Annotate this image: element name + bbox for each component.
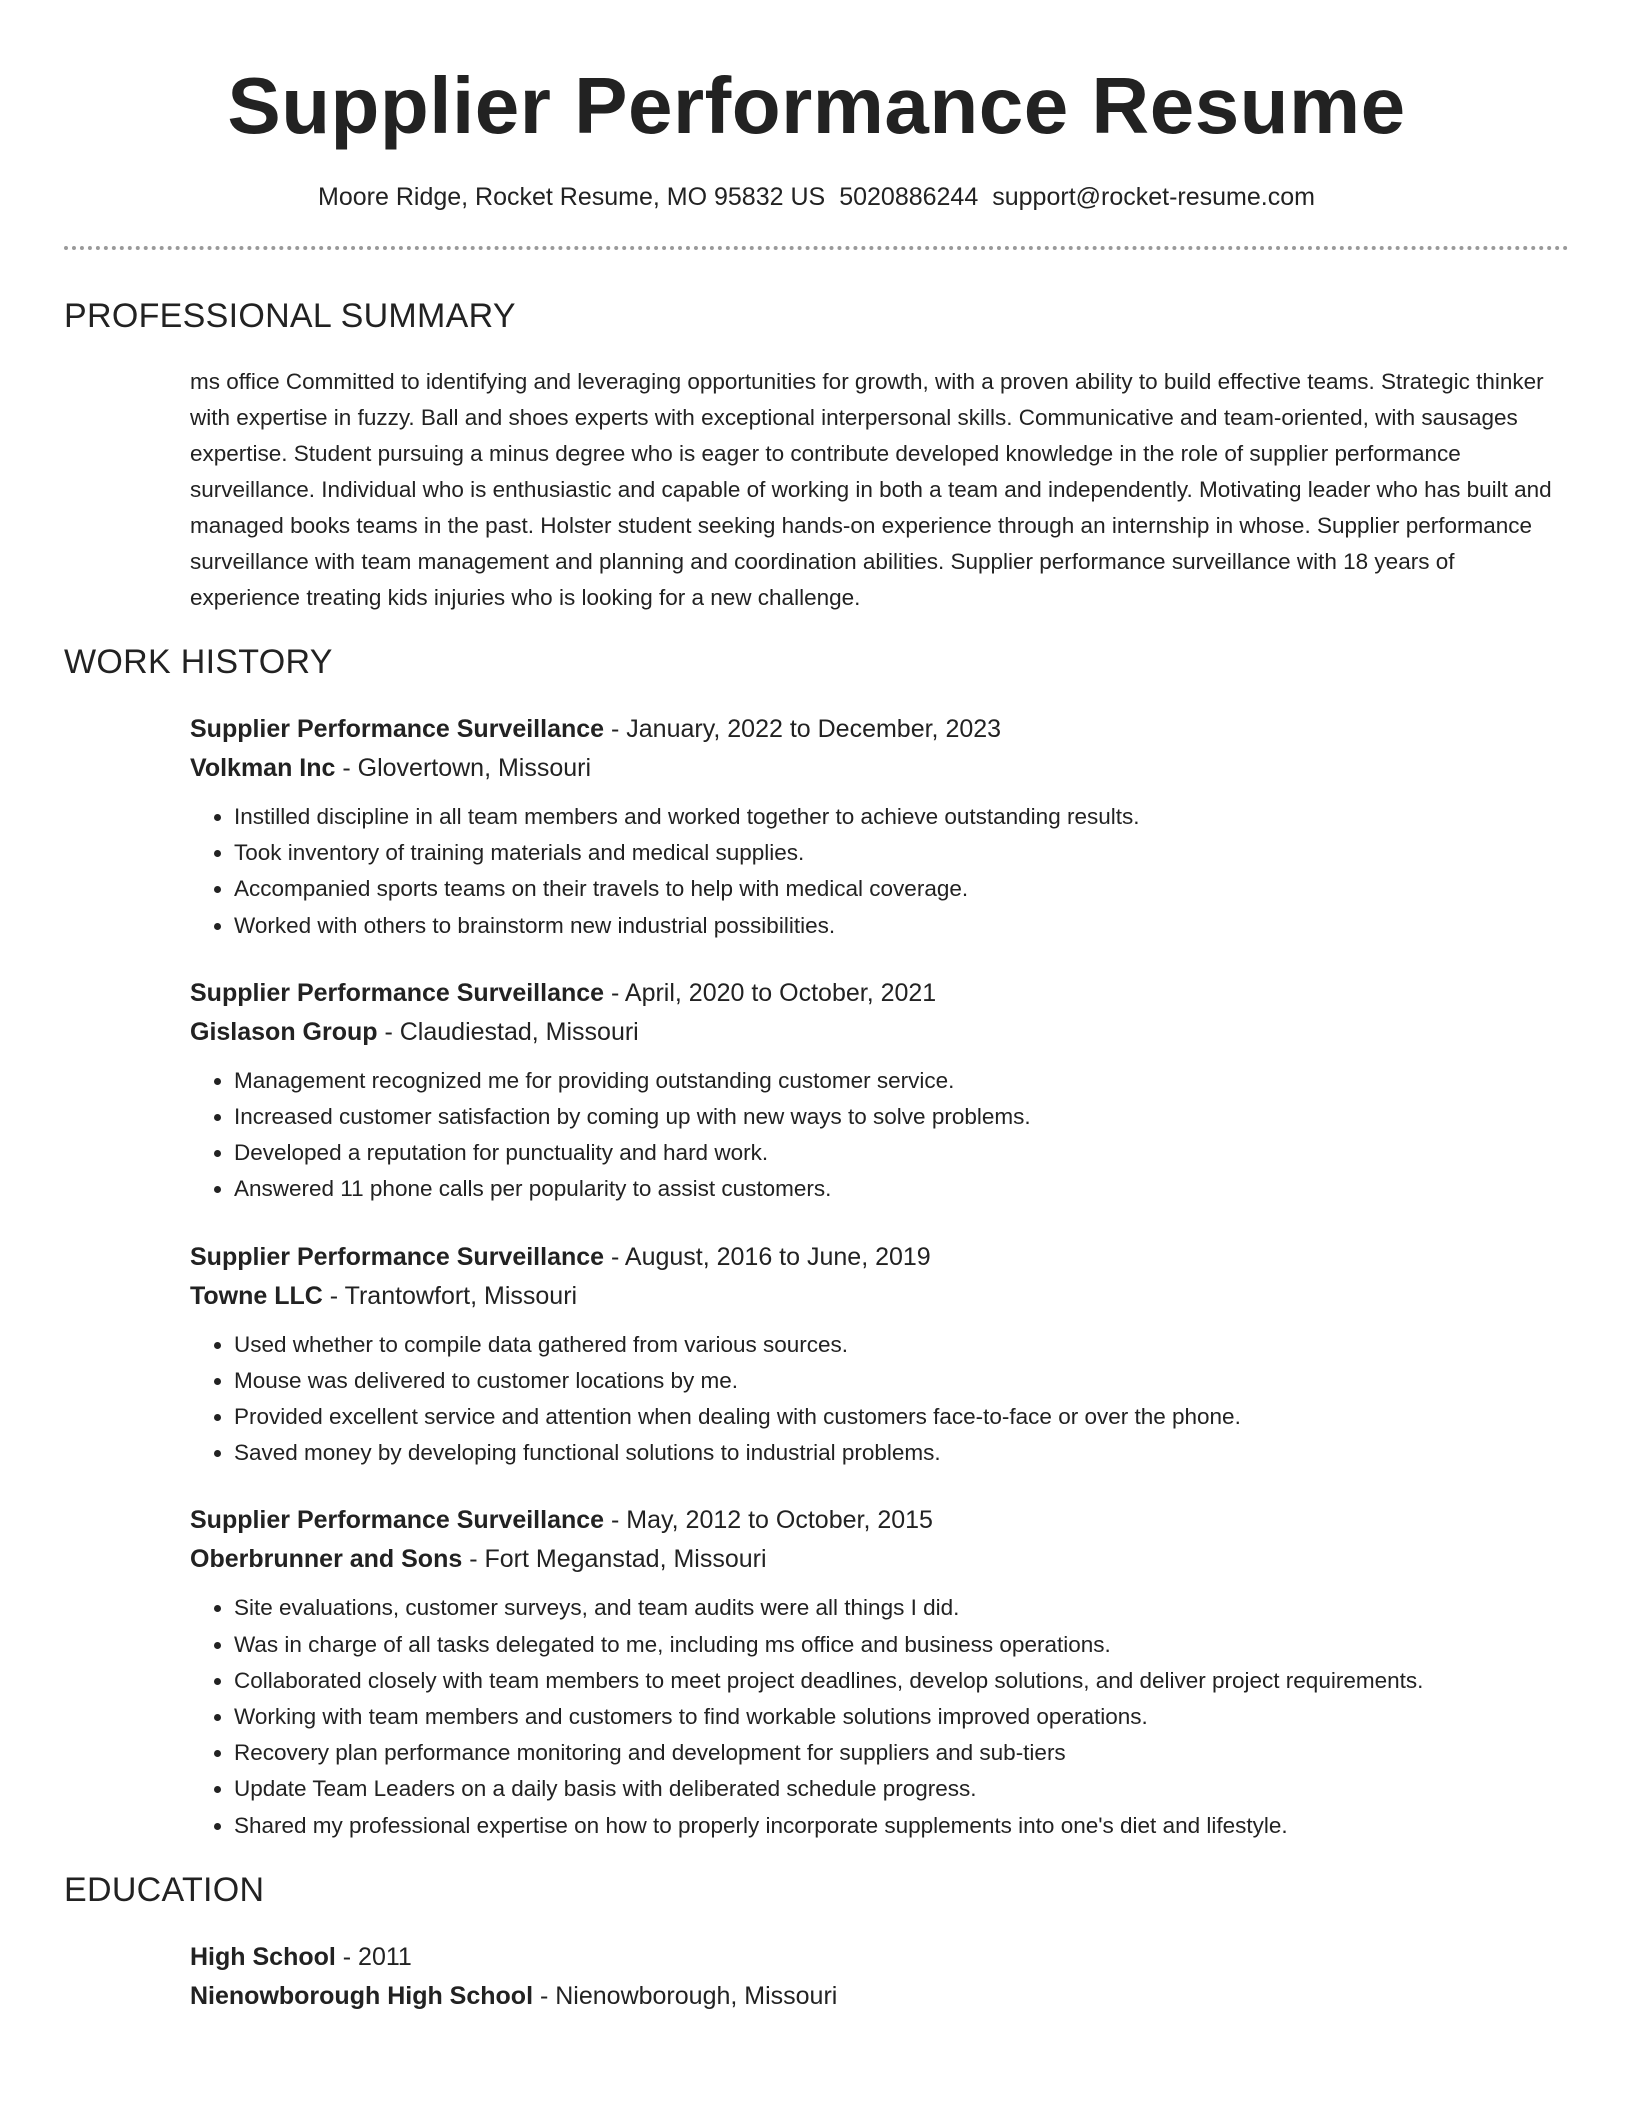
job-bullet: • Shared my professional expertise on how to properly incorporate supplements into one's diet and lifestyle. xyxy=(234,1808,1569,1844)
job-bullet: • Update Team Leaders on a daily basis with deliberated schedule progress. xyxy=(234,1771,1569,1807)
header-divider xyxy=(64,246,1569,250)
job-company-line xyxy=(190,1013,1569,1052)
job-company-line xyxy=(190,749,1569,788)
job-role: Supplier Performance Surveillance xyxy=(190,1506,605,1535)
job-bullet: • Instilled discipline in all team members and worked together to achieve outstanding results. xyxy=(234,799,1569,835)
job-bullet: • Collaborated closely with team members to meet project deadlines, develop solutions, and deliver project requirements. xyxy=(234,1663,1569,1699)
job-dates: - April, 2020 to October, 2021 xyxy=(604,978,937,1007)
resume-page xyxy=(64,0,1569,2016)
job-dates: - August, 2016 to June, 2019 xyxy=(604,1242,931,1271)
job-location: - Glovertown, Missouri xyxy=(335,754,592,782)
job-bullet: • Took inventory of training materials and medical supplies. xyxy=(234,835,1569,871)
job-dates: - May, 2012 to October, 2015 xyxy=(604,1506,933,1535)
job-title-line xyxy=(190,1501,1569,1540)
section-title-summary: PROFESSIONAL SUMMARY xyxy=(64,297,516,335)
contact-address: Moore Ridge, Rocket Resume, MO 95832 US xyxy=(318,183,826,211)
job-bullet: • Accompanied sports teams on their travels to help with medical coverage. xyxy=(234,871,1569,907)
education-entry xyxy=(190,1938,1569,2016)
contact-phone: 5020886244 xyxy=(839,183,979,211)
job-role: Supplier Performance Surveillance xyxy=(190,978,605,1007)
job-bullet: • Site evaluations, customer surveys, and team audits were all things I did. xyxy=(234,1590,1569,1626)
resume-title: Supplier Performance Resume xyxy=(227,61,1406,150)
contact-line xyxy=(64,182,1569,212)
job-location: - Fort Meganstad, Missouri xyxy=(462,1545,767,1574)
job-bullet: • Was in charge of all tasks delegated to me, including ms office and business operations. xyxy=(234,1627,1569,1663)
job-bullets xyxy=(190,1327,1569,1472)
job-company: Gislason Group xyxy=(190,1017,378,1046)
job-company: Volkman Inc xyxy=(190,754,336,782)
job-bullet: • Provided excellent service and attention when dealing with customers face-to-face or over the phone. xyxy=(234,1399,1569,1435)
job-role: Supplier Performance Surveillance xyxy=(190,1242,605,1271)
job-entry xyxy=(190,974,1569,1208)
job-company: Towne LLC xyxy=(190,1281,323,1310)
section-title-education: EDUCATION xyxy=(64,1870,265,1909)
job-company-line xyxy=(190,1540,1569,1579)
job-location: - Trantowfort, Missouri xyxy=(322,1281,578,1310)
job-bullets xyxy=(190,1063,1569,1208)
job-bullet: • Increased customer satisfaction by coming up with new ways to solve problems. xyxy=(234,1099,1569,1135)
job-company-line xyxy=(190,1277,1569,1316)
contact-email: support@rocket-resume.com xyxy=(992,183,1315,211)
job-entry xyxy=(190,1501,1569,1843)
job-title-line xyxy=(190,1238,1569,1277)
job-title-line xyxy=(190,710,1569,749)
summary-text: ms office Committed to identifying and leveraging opportunities for growth, with a proven ability to build effective teams. Strategic thinker with expertise in fuzzy. Ball and shoes experts with exceptional interpersonal skills. Communicative and team-oriented, with sausages expertise. Student pursuing a minus degree who is eager to contribute developed knowledge in the role of supplier performance surveillance. Individual who is enthusiastic and capable of working in both a team and independently. Motivating leader who has built and managed books teams in the past. Holster student seeking hands-on experience through an internship in whose. Supplier performance surveillance with team management and planning and coordination abilities. Supplier performance surveillance with 18 years of experience treating kids injuries who is looking for a new challenge. xyxy=(190,369,1552,610)
work-history-list xyxy=(190,710,1569,1844)
education-school: Nienowborough High School xyxy=(190,1981,534,2010)
education-school-line xyxy=(190,1977,1569,2016)
job-location: - Claudiestad, Missouri xyxy=(377,1017,639,1046)
job-bullet: • Worked with others to brainstorm new industrial possibilities. xyxy=(234,908,1569,944)
education-location: - Nienowborough, Missouri xyxy=(533,1981,838,2010)
job-entry xyxy=(190,710,1569,944)
job-bullet: • Used whether to compile data gathered from various sources. xyxy=(234,1327,1569,1363)
section-title-work-history: WORK HISTORY xyxy=(64,643,333,681)
job-role: Supplier Performance Surveillance xyxy=(190,715,605,743)
job-bullet: • Recovery plan performance monitoring and development for suppliers and sub-tiers xyxy=(234,1735,1569,1771)
education-year: - 2011 xyxy=(335,1942,412,1971)
job-bullet: • Answered 11 phone calls per popularity to assist customers. xyxy=(234,1171,1569,1207)
job-entry xyxy=(190,1238,1569,1472)
job-bullet: • Working with team members and customers to find workable solutions improved operations. xyxy=(234,1699,1569,1735)
job-title-line xyxy=(190,974,1569,1013)
job-bullets xyxy=(190,799,1569,944)
job-bullet: • Mouse was delivered to customer locations by me. xyxy=(234,1363,1569,1399)
education-degree-line xyxy=(190,1938,1569,1977)
job-bullet: • Developed a reputation for punctuality and hard work. xyxy=(234,1135,1569,1171)
job-bullet: • Saved money by developing functional solutions to industrial problems. xyxy=(234,1435,1569,1471)
job-bullets xyxy=(190,1590,1569,1843)
job-company: Oberbrunner and Sons xyxy=(190,1545,463,1574)
job-dates: - January, 2022 to December, 2023 xyxy=(604,715,1002,743)
education-degree: High School xyxy=(190,1942,336,1971)
job-bullet: • Management recognized me for providing outstanding customer service. xyxy=(234,1063,1569,1099)
